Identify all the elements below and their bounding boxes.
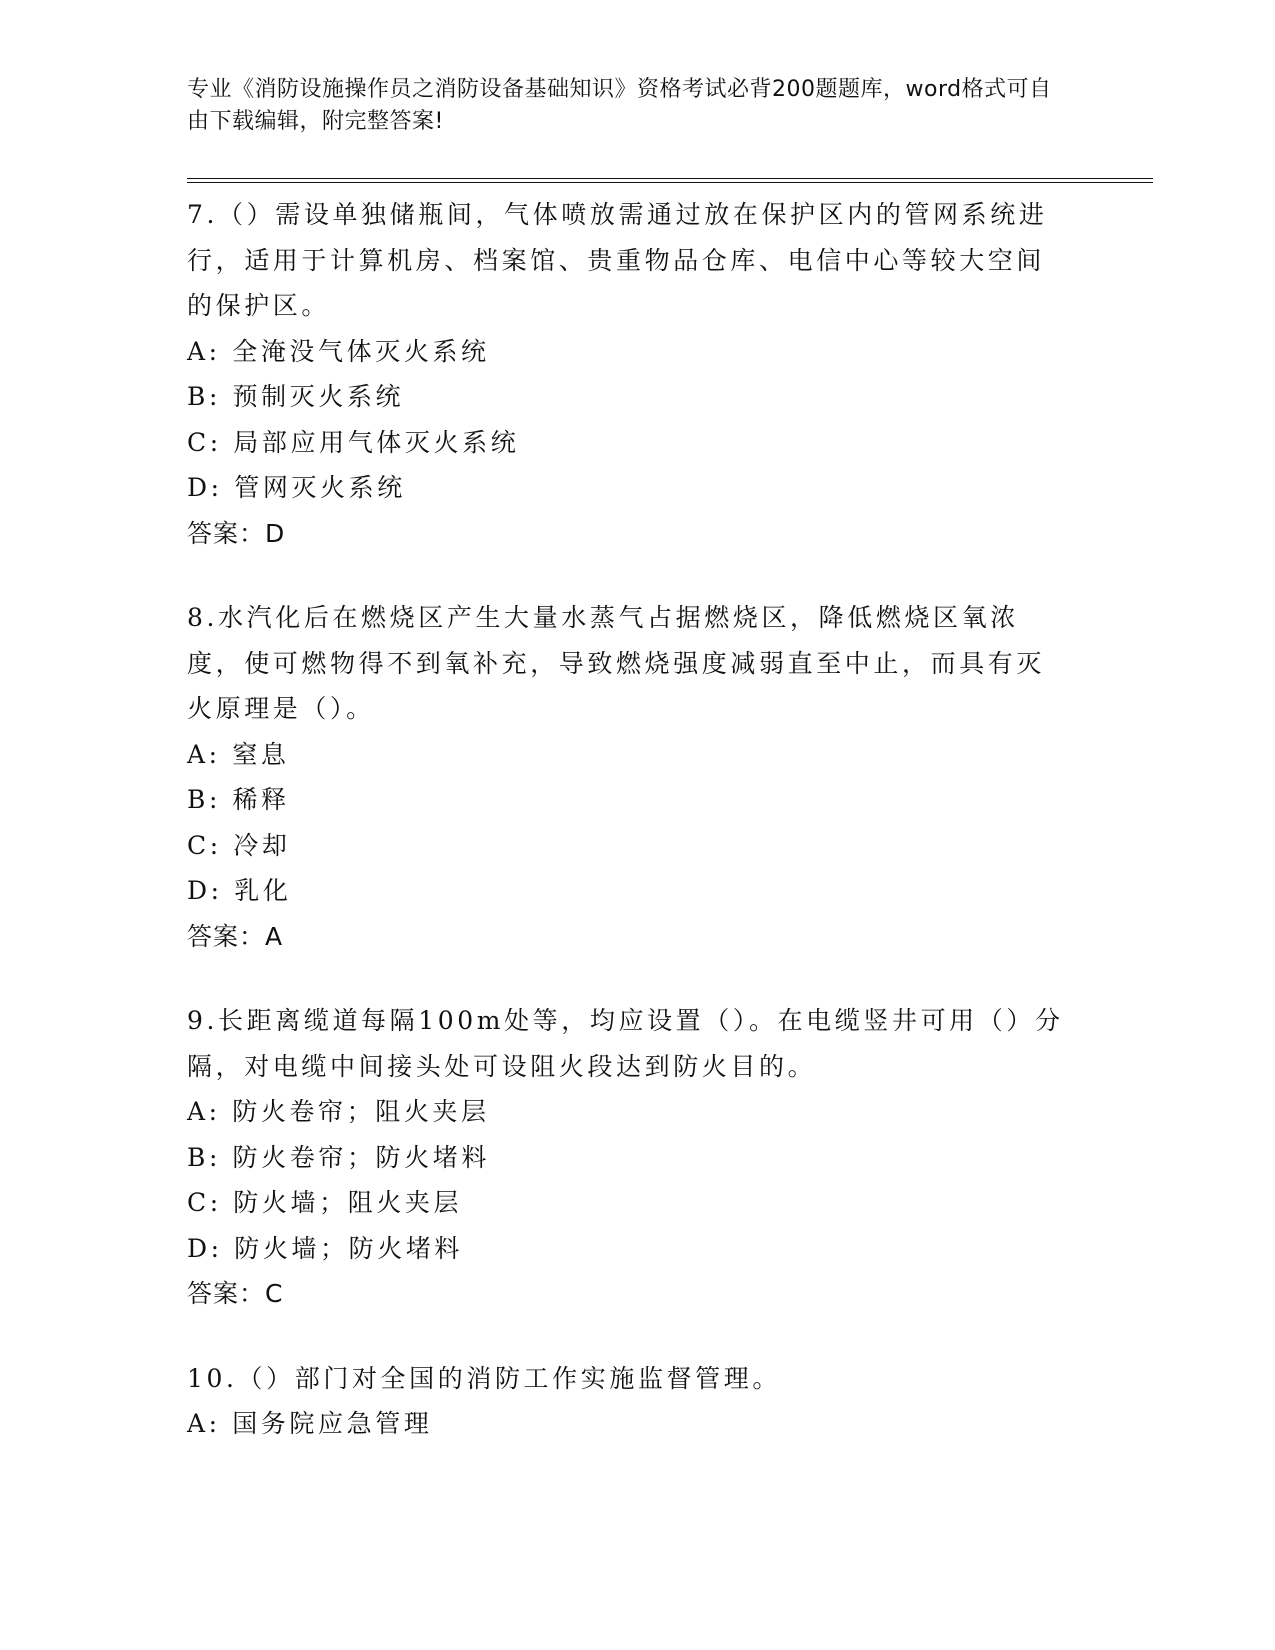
question-10: [187, 1356, 1067, 1447]
option-b: B: 稀释: [187, 785, 290, 814]
option-a: A: 国务院应急管理: [187, 1409, 433, 1438]
question-stem: 10.（）部门对全国的消防工作实施监督管理。: [187, 1363, 781, 1393]
question-9: [187, 998, 1067, 1317]
question-7: [187, 192, 1067, 556]
header-intro: 专业《消防设施操作员之消防设备基础知识》资格考试必背200题题库，word格式可自由下载编辑，附完整答案!: [187, 77, 1052, 134]
option-d: D: 防火墙；防火堵料: [187, 1233, 464, 1263]
header-double-rule: [187, 178, 1153, 183]
question-stem: 9.长距离缆道每隔100m处等，均应设置（）。在电缆竖井可用（）分隔，对电缆中间接头处可设阻火段达到防火目的。: [187, 1006, 1064, 1081]
question-list: [187, 192, 1067, 1486]
option-c: C: 冷却: [187, 830, 291, 860]
answer: 答案：C: [187, 1279, 284, 1308]
question-stem: 8.水汽化后在燃烧区产生大量水蒸气占据燃烧区，降低燃烧区氧浓度，使可燃物得不到氧补充，导致燃烧强度减弱直至中止，而具有灭火原理是（）。: [187, 603, 1046, 723]
option-a: A: 全淹没气体灭火系统: [187, 336, 490, 366]
option-a: A: 防火卷帘；阻火夹层: [187, 1097, 490, 1126]
option-d: D: 乳化: [187, 876, 292, 905]
document-header: [187, 74, 1067, 138]
option-a: A: 窒息: [187, 739, 290, 769]
option-c: C: 防火墙；阻火夹层: [187, 1188, 463, 1217]
option-b: B: 预制灭火系统: [187, 382, 405, 411]
option-c: C: 局部应用气体灭火系统: [187, 427, 520, 457]
answer: 答案：A: [187, 921, 284, 951]
question-stem: 7.（）需设单独储瓶间，气体喷放需通过放在保护区内的管网系统进行，适用于计算机房、档案馆、贵重物品仓库、电信中心等较大空间的保护区。: [187, 200, 1048, 320]
answer: 答案：D: [187, 518, 286, 548]
option-b: B: 防火卷帘；防火堵料: [187, 1142, 490, 1172]
option-d: D: 管网灭火系统: [187, 473, 406, 502]
question-8: [187, 595, 1067, 959]
